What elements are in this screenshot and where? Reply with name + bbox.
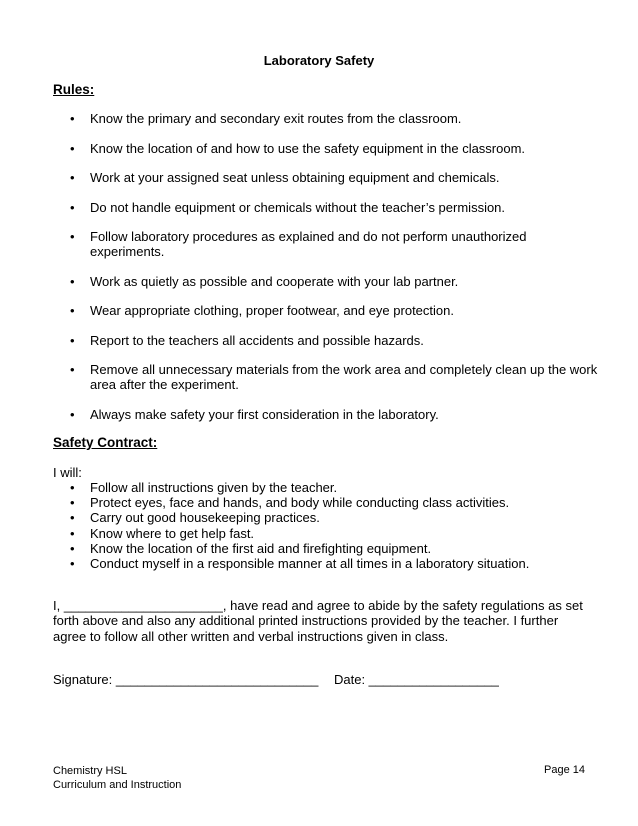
contract-item: • Know the location of the first aid and firefighting equipment.	[53, 541, 598, 556]
footer-course: Chemistry HSL	[53, 765, 127, 777]
rule-item: • Report to the teachers all accidents and possible hazards.	[53, 333, 598, 348]
contract-intro: I will:	[53, 465, 82, 480]
rule-item: • Always make safety your first consideration in the laboratory.	[53, 407, 598, 422]
contract-item: • Conduct myself in a responsible manner at all times in a laboratory situation.	[53, 556, 598, 571]
footer-department: Curriculum and Instruction	[53, 779, 182, 791]
contract-item: • Carry out good housekeeping practices.	[53, 510, 598, 525]
page-number: Page 14	[544, 764, 585, 776]
rule-item: • Wear appropriate clothing, proper footwear, and eye protection.	[53, 303, 598, 318]
date-field[interactable]: Date: __________________	[334, 672, 499, 687]
rules-heading: Rules:	[53, 82, 95, 97]
contract-item: • Protect eyes, face and hands, and body while conducting class activities.	[53, 495, 598, 510]
rule-item: • Know the location of and how to use the safety equipment in the classroom.	[53, 141, 598, 156]
rule-item: • Know the primary and secondary exit routes from the classroom.	[53, 111, 598, 126]
footer-left	[53, 764, 181, 792]
agreement-paragraph: I, ______________________, have read and agree to abide by the safety regulations as set forth above and also any additional printed instructions provided by the teacher. I further agree to follow all other written and verbal instructions given in class.	[53, 598, 583, 644]
signature-field[interactable]: Signature: ____________________________	[53, 672, 319, 687]
rule-item: • Follow laboratory procedures as explained and do not perform unauthorized experiments.	[53, 229, 598, 259]
contract-item: • Know where to get help fast.	[53, 526, 598, 541]
rule-item: • Remove all unnecessary materials from the work area and completely clean up the work area after the experiment.	[53, 362, 598, 392]
rule-item: • Work at your assigned seat unless obtaining equipment and chemicals.	[53, 170, 598, 185]
rule-item: • Work as quietly as possible and cooperate with your lab partner.	[53, 274, 598, 289]
contract-item: • Follow all instructions given by the teacher.	[53, 480, 598, 495]
contract-list	[53, 480, 598, 571]
rules-list	[53, 111, 598, 436]
page-title: Laboratory Safety	[263, 53, 375, 68]
safety-contract-heading: Safety Contract:	[53, 435, 158, 450]
rule-item: • Do not handle equipment or chemicals without the teacher’s permission.	[53, 200, 598, 215]
